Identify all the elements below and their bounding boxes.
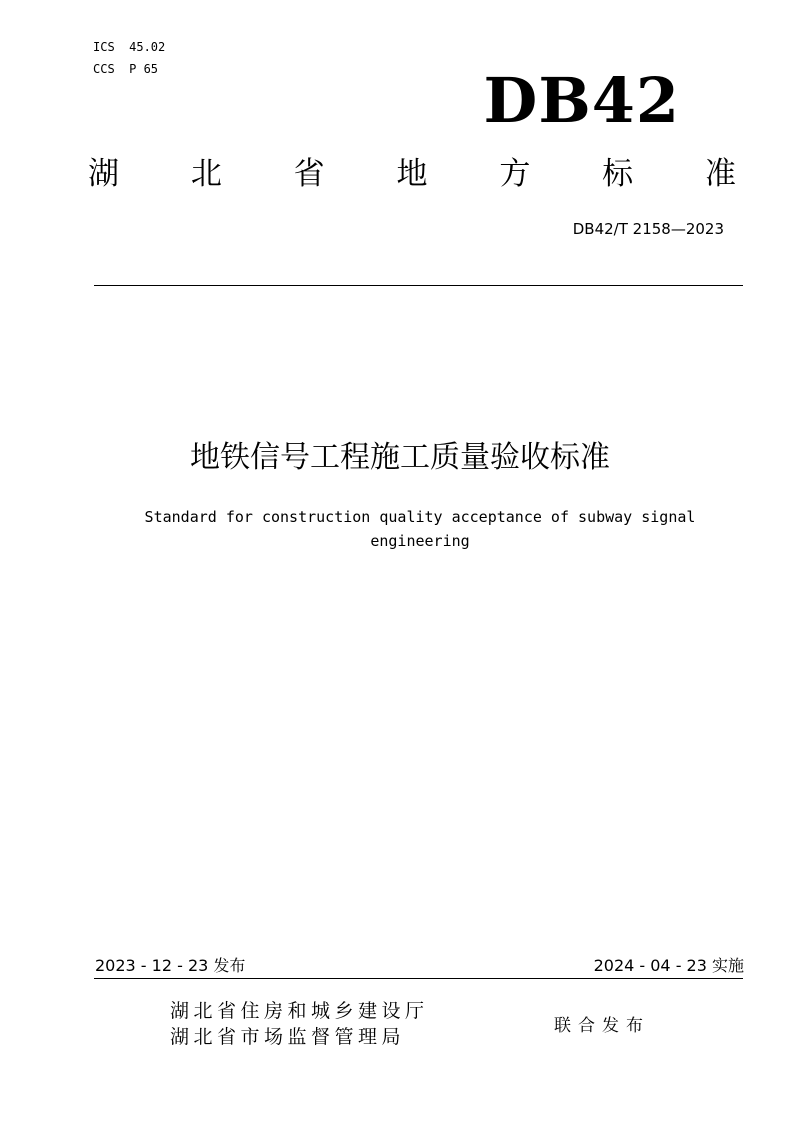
issuing-authority: 湖北省住房和城乡建设厅 [170,1000,429,1022]
issue-date: 2023 - 12 - 23 发布 [95,956,246,975]
standard-type-char: 省 [293,156,325,192]
standard-type-char: 湖 [88,156,119,192]
english-title-line: engineering [370,532,470,550]
ccs-code: CCS P 65 [93,62,159,76]
implementation-date: 2024 - 04 - 23 实施 [593,956,744,975]
standard-type-heading [88,152,736,196]
ics-code: ICS 45.02 [93,40,166,54]
document-title-chinese: 地铁信号工程施工质量验收标准 [190,440,610,475]
standard-type-char: 地 [396,156,428,192]
standard-number: DB42/T 2158—2023 [572,220,724,238]
db42-logo: DB42 [483,64,680,137]
document-title-english [110,505,730,553]
joint-issue-label: 联合发布 [554,1016,650,1036]
standard-type-char: 北 [190,156,222,192]
standard-type-char: 方 [499,156,531,192]
english-title-line: Standard for construction quality acceptance of subway signal [144,508,696,526]
standard-type-char: 准 [704,156,736,192]
top-divider [94,285,743,286]
issuing-authority: 湖北省市场监督管理局 [170,1026,406,1048]
bottom-divider [94,978,743,979]
standard-type-char: 标 [602,156,634,192]
